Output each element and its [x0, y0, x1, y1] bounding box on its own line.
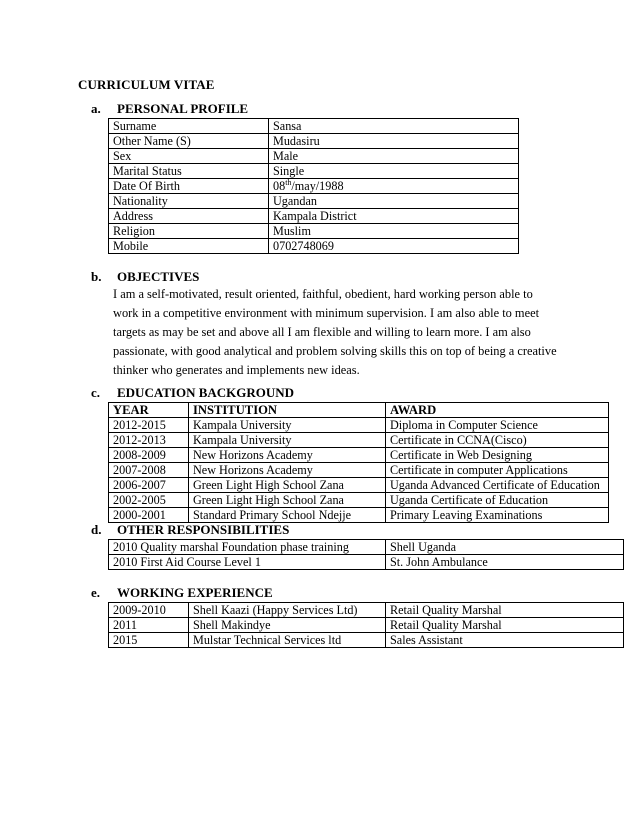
section-title: PERSONAL PROFILE	[117, 101, 249, 116]
responsibility-activity: 2010 Quality marshal Foundation phase training	[109, 540, 386, 555]
profile-value	[269, 194, 519, 209]
personal-profile-table	[108, 118, 519, 254]
profile-value-text: Muslim	[273, 224, 311, 238]
objective-line: targets as may be set and above all I am flexible and willing to learn more. I am also	[113, 325, 531, 339]
profile-value-suffix: /may/1988	[291, 179, 344, 193]
section-title: OBJECTIVES	[117, 269, 200, 284]
education-year: 2012-2015	[109, 418, 189, 433]
profile-value-text: Single	[273, 164, 305, 178]
education-award: Uganda Certificate of Education	[386, 493, 609, 508]
profile-value	[269, 119, 519, 134]
education-award: Primary Leaving Examinations	[386, 508, 609, 523]
education-institution: Kampala University	[189, 433, 386, 448]
experience-employer: Shell Makindye	[189, 618, 386, 633]
section-title: OTHER RESPONSIBILITIES	[117, 522, 290, 537]
column-header: INSTITUTION	[189, 403, 386, 418]
education-row	[109, 448, 609, 463]
experience-period: 2009-2010	[109, 603, 189, 618]
profile-row	[109, 224, 519, 239]
responsibility-organization: St. John Ambulance	[386, 555, 624, 570]
experience-row	[109, 633, 624, 648]
objectives-text	[113, 285, 583, 380]
profile-row	[109, 179, 519, 194]
education-header-row	[109, 403, 609, 418]
profile-value	[269, 134, 519, 149]
section-objectives-heading	[91, 269, 199, 285]
profile-label: Address	[109, 209, 269, 224]
experience-row	[109, 618, 624, 633]
experience-employer: Mulstar Technical Services ltd	[189, 633, 386, 648]
education-institution: New Horizons Academy	[189, 448, 386, 463]
education-year: 2006-2007	[109, 478, 189, 493]
profile-label: Surname	[109, 119, 269, 134]
profile-label: Date Of Birth	[109, 179, 269, 194]
objective-line: thinker who generates and implements new ideas.	[113, 363, 360, 377]
profile-value	[269, 224, 519, 239]
education-year: 2002-2005	[109, 493, 189, 508]
education-year: 2012-2013	[109, 433, 189, 448]
experience-position: Sales Assistant	[386, 633, 624, 648]
profile-value-text: Ugandan	[273, 194, 317, 208]
education-award: Uganda Advanced Certificate of Education	[386, 478, 609, 493]
section-title: WORKING EXPERIENCE	[117, 585, 273, 600]
objective-line: I am a self-motivated, result oriented, faithful, obedient, hard working person able to	[113, 287, 533, 301]
profile-label: Nationality	[109, 194, 269, 209]
education-award: Diploma in Computer Science	[386, 418, 609, 433]
education-row	[109, 433, 609, 448]
profile-label: Marital Status	[109, 164, 269, 179]
profile-value	[269, 239, 519, 254]
profile-label: Religion	[109, 224, 269, 239]
section-letter: e.	[91, 585, 101, 600]
education-institution: Green Light High School Zana	[189, 493, 386, 508]
profile-value	[269, 209, 519, 224]
education-institution: Kampala University	[189, 418, 386, 433]
objective-line: passionate, with good analytical and problem solving skills this on top of being a creative	[113, 344, 557, 358]
column-header: AWARD	[386, 403, 609, 418]
section-personal-heading	[91, 101, 248, 117]
responsibility-organization: Shell Uganda	[386, 540, 624, 555]
education-year: 2007-2008	[109, 463, 189, 478]
ordinal-suffix: th	[285, 178, 292, 187]
education-row	[109, 463, 609, 478]
responsibilities-table	[108, 539, 624, 570]
experience-table	[108, 602, 624, 648]
profile-value-text: Mudasiru	[273, 134, 320, 148]
section-responsibilities-heading	[91, 522, 289, 538]
profile-value	[269, 149, 519, 164]
profile-value-text: 08	[273, 179, 286, 193]
section-letter: d.	[91, 522, 102, 537]
profile-row	[109, 239, 519, 254]
education-row	[109, 508, 609, 523]
profile-row	[109, 209, 519, 224]
section-education-heading	[91, 385, 294, 401]
profile-row	[109, 149, 519, 164]
profile-value-text: Kampala District	[273, 209, 357, 223]
profile-label: Other Name (S)	[109, 134, 269, 149]
profile-value-text: Sansa	[273, 119, 302, 133]
profile-value	[269, 164, 519, 179]
profile-value-text: 0702748069	[273, 239, 334, 253]
section-letter: a.	[91, 101, 101, 116]
education-table	[108, 402, 609, 523]
experience-position: Retail Quality Marshal	[386, 603, 624, 618]
section-title: EDUCATION BACKGROUND	[117, 385, 295, 400]
education-row	[109, 478, 609, 493]
profile-value-text: Male	[273, 149, 299, 163]
education-row	[109, 493, 609, 508]
profile-label: Mobile	[109, 239, 269, 254]
column-header: YEAR	[109, 403, 189, 418]
profile-value	[269, 179, 519, 194]
responsibility-activity: 2010 First Aid Course Level 1	[109, 555, 386, 570]
experience-employer: Shell Kaazi (Happy Services Ltd)	[189, 603, 386, 618]
section-letter: b.	[91, 269, 102, 284]
experience-period: 2011	[109, 618, 189, 633]
experience-period: 2015	[109, 633, 189, 648]
document-title: CURRICULUM VITAE	[78, 77, 215, 92]
education-row	[109, 418, 609, 433]
profile-row	[109, 194, 519, 209]
experience-position: Retail Quality Marshal	[386, 618, 624, 633]
profile-row	[109, 119, 519, 134]
objective-line: work in a competitive environment with minimum supervision. I am also able to meet	[113, 306, 540, 320]
education-award: Certificate in computer Applications	[386, 463, 609, 478]
profile-label: Sex	[109, 149, 269, 164]
education-institution: Green Light High School Zana	[189, 478, 386, 493]
profile-row	[109, 134, 519, 149]
responsibility-row	[109, 555, 624, 570]
experience-row	[109, 603, 624, 618]
education-award: Certificate in Web Designing	[386, 448, 609, 463]
education-award: Certificate in CCNA(Cisco)	[386, 433, 609, 448]
section-experience-heading	[91, 585, 273, 601]
education-institution: Standard Primary School Ndejje	[189, 508, 386, 523]
education-year: 2008-2009	[109, 448, 189, 463]
education-year: 2000-2001	[109, 508, 189, 523]
education-institution: New Horizons Academy	[189, 463, 386, 478]
section-letter: c.	[91, 385, 101, 400]
responsibility-row	[109, 540, 624, 555]
profile-row	[109, 164, 519, 179]
